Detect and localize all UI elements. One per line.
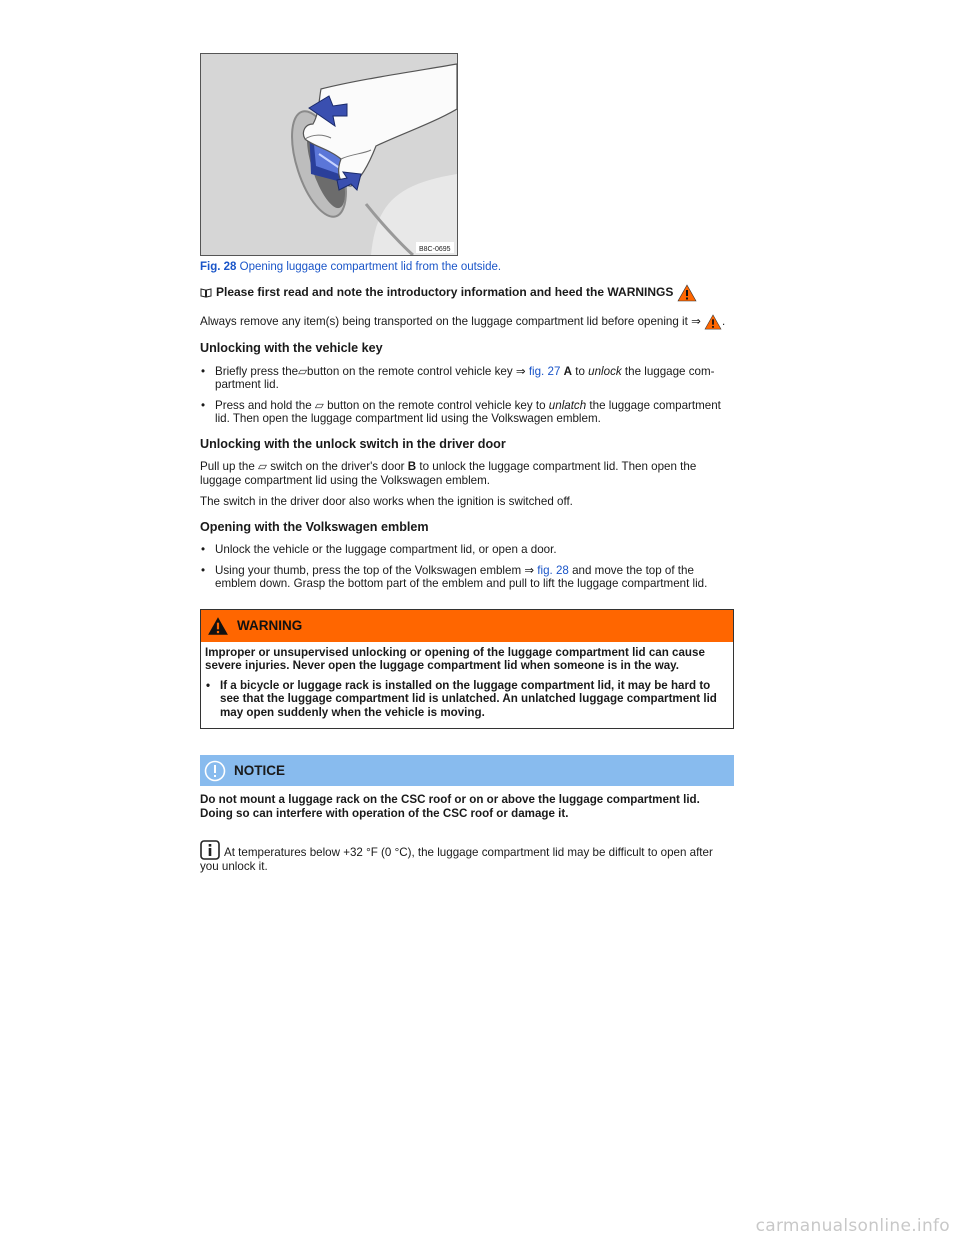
note-paragraph: At temperatures below +32 °F (0 °C), the luggage compartment lid may be difficult to open after you unlock it. [200, 840, 734, 874]
lead-paragraph: Always remove any item(s) being transported on the luggage compartment lid before opening it ⇒ . [200, 315, 726, 329]
warning-triangle-icon [704, 314, 722, 330]
fig-27-link[interactable]: fig. 27 [528, 364, 561, 378]
list-item: • Unlock the vehicle or the luggage compartment lid, or open a door. [201, 543, 557, 556]
warning-body: Improper or unsupervised unlocking or opening of the luggage compartment lid can cause severe injuries. Never open the luggage compartment lid when someone is in the way. • If a bicycle or luggage rack is installed on the luggage compartment lid, it may be hard to see that the luggage compartment lid is unlatched. An unlatched luggage compartment lid may open suddenly when the vehicle is moving. [201, 642, 733, 729]
notice-header [200, 755, 734, 786]
warning-box [200, 609, 734, 730]
warning-triangle-icon [207, 616, 229, 636]
fig-28-link[interactable]: fig. 28 [537, 563, 569, 577]
heading-vehicle-key: Unlocking with the vehicle key [200, 341, 383, 355]
intro-line [200, 284, 734, 302]
warning-title: WARNING [237, 617, 303, 633]
image-code: B8C-0695 [419, 246, 451, 253]
info-note-icon [200, 840, 220, 860]
list-item: • Using your thumb, press the top of the Volkswagen emblem ⇒ fig. 28 and move the top of the emblem down. Grasp the bottom part of the emblem and pull to lift the luggage compartment lid. [201, 563, 708, 590]
watermark: carmanualsonline.info [755, 1216, 950, 1236]
caption-number: Fig. 28 [200, 261, 237, 273]
trunk-key-icon: ⏥ [298, 364, 308, 378]
trunk-key-icon: ⏥ [314, 398, 324, 412]
caption-text: Opening luggage compartment lid from the outside. [239, 261, 502, 273]
main-content [200, 284, 734, 882]
exclamation-circle-icon [204, 760, 226, 782]
figure-image [200, 53, 458, 256]
intro-text: Please first read and note the introductory information and heed the WARNINGS [216, 285, 674, 300]
figure-caption [200, 261, 501, 273]
book-icon [200, 288, 212, 298]
notice-title: NOTICE [234, 762, 286, 778]
list-item: • If a bicycle or luggage rack is installed on the luggage compartment lid, it may be hard to see that the luggage compartment lid is unlatched. An unlatched luggage compartment lid may open suddenly when the vehicle is moving. [206, 678, 717, 719]
heading-driver-door: Unlocking with the unlock switch in the driver door [200, 436, 506, 451]
heading-emblem: Opening with the Volkswagen emblem [200, 519, 429, 534]
ignition-paragraph: The switch in the driver door also works when the ignition is switched off. [200, 495, 573, 508]
list-item: • Briefly press the⏥button on the remote control vehicle key ⇒ fig. 27 A to unlock the luggage com-partment lid. [201, 364, 715, 391]
list-item: • Press and hold the ⏥ button on the remote control vehicle key to unlatch the luggage compartment lid. Then open the luggage compartment lid using the Volkswagen emblem. [201, 398, 721, 425]
warning-triangle-icon [677, 284, 697, 302]
notice-body: Do not mount a luggage rack on the CSC roof or on or above the luggage compartment lid. Doing so can interfere with operation of the CSC roof or damage it. [200, 793, 700, 820]
warning-header [201, 610, 733, 642]
driver-door-paragraph: Pull up the ⏥ switch on the driver's door B to unlock the luggage compartment lid. Then open the luggage compartment lid using the Volkswagen emblem. [200, 460, 697, 487]
trunk-key-icon: ⏥ [258, 460, 267, 473]
